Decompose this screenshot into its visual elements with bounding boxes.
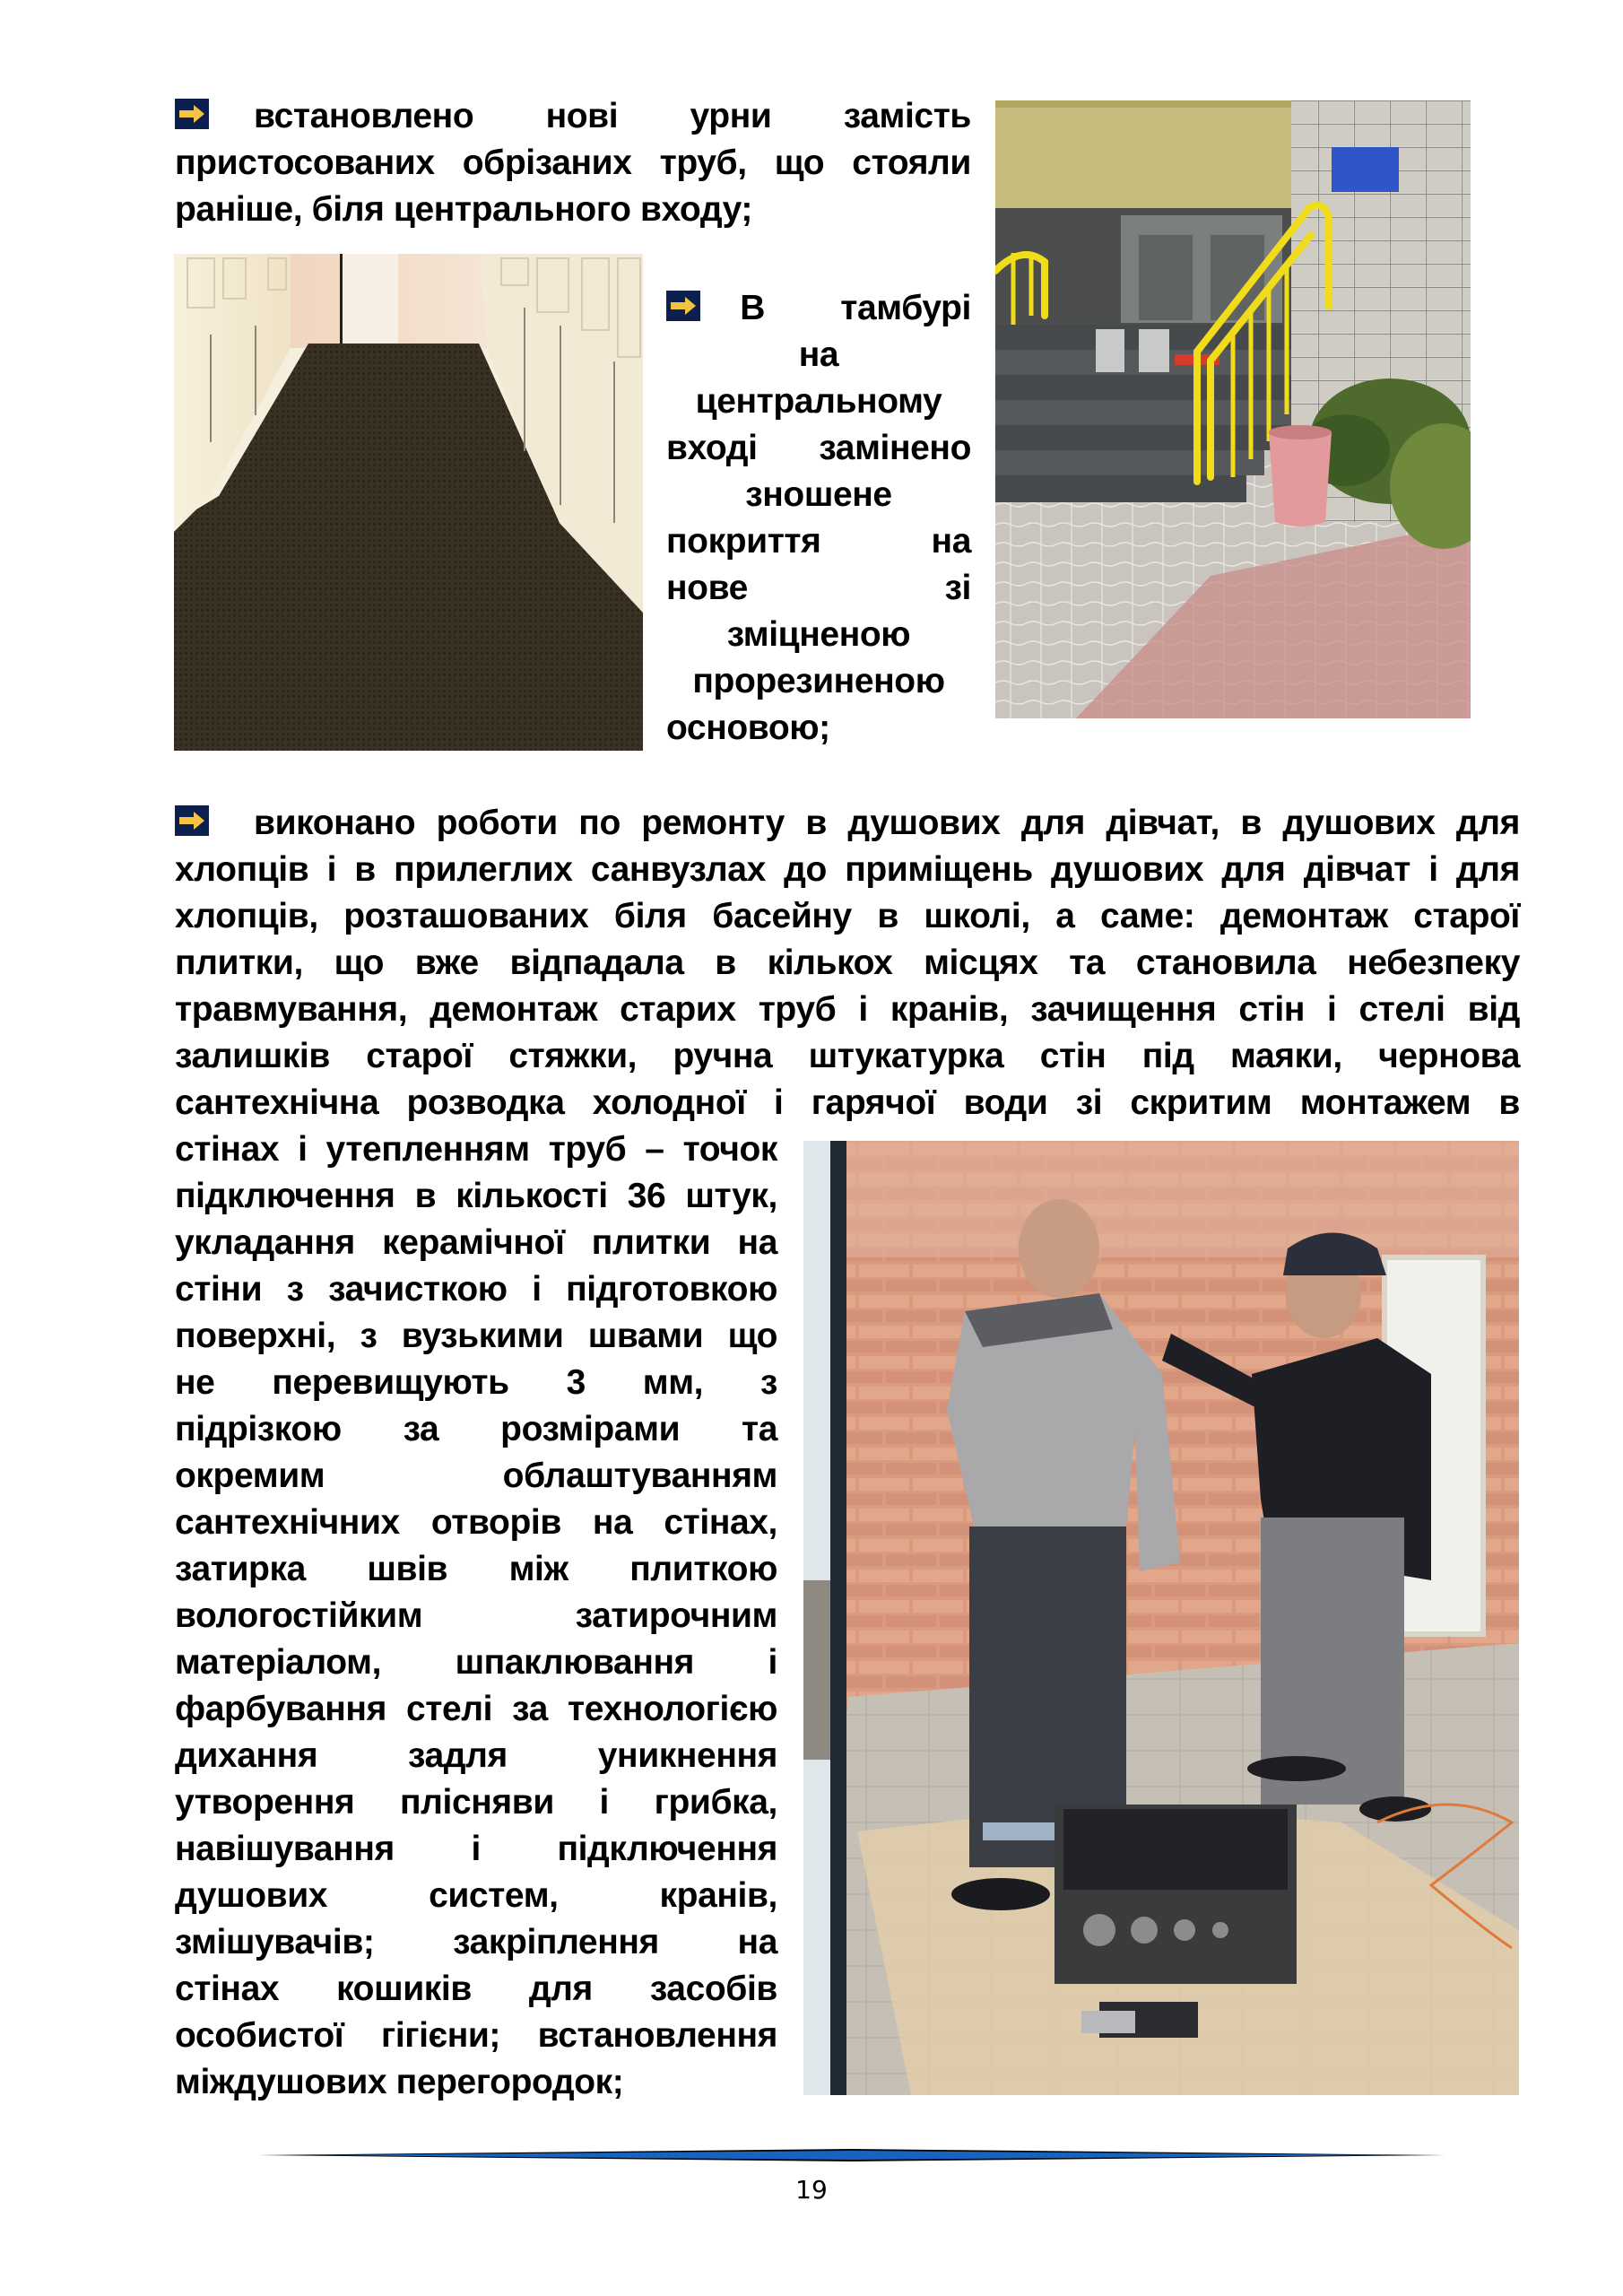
vestibule-carpet-photo xyxy=(174,254,643,751)
item-vestibule xyxy=(666,285,971,752)
item-vestibule-line-4: вході замінено xyxy=(666,429,971,467)
school-entrance-photo xyxy=(995,100,1471,718)
item-shower-line-3: хлопців, розташованих біля басейну в школі, а саме: демонтаж старої xyxy=(175,897,1520,935)
item-vestibule-line-8: зміцненою xyxy=(726,615,911,654)
item-shower-repair-continued xyxy=(175,1126,777,2106)
item-vestibule-line-3: центральному xyxy=(695,382,942,421)
narrow-line: стінах кошиків для засобів xyxy=(175,1970,777,2008)
narrow-line: матеріалом, шпаклювання і xyxy=(175,1643,777,1682)
item-shower-line-1: виконано роботи по ремонту в душових для дівчат, в душових для xyxy=(175,800,1520,847)
narrow-line: вологостійким затирочним xyxy=(175,1596,777,1635)
narrow-line: окремим облаштуванням xyxy=(175,1457,777,1495)
page-number: 19 xyxy=(795,2175,828,2205)
item-shower-line-5: травмування, демонтаж старих труб і кранів, зачищення стін і стелі від xyxy=(175,990,1520,1029)
narrow-line: укладання керамічної плитки на xyxy=(175,1223,777,1262)
footer-divider xyxy=(258,2149,1445,2161)
narrow-line: стінах і утепленням труб – точок xyxy=(175,1130,777,1169)
item-vestibule-line-1: В тамбурі xyxy=(666,285,971,332)
item-shower-line-4: плитки, що вже відпадала в кількох місцях та становила небезпеку xyxy=(175,944,1520,982)
narrow-line: особистої гігієни; встановлення xyxy=(175,2016,777,2055)
narrow-line: фарбування стелі за технологією xyxy=(175,1690,777,1728)
narrow-line: стіни з зачисткою і підготовкою xyxy=(175,1270,777,1309)
narrow-line: душових систем, кранів, xyxy=(175,1876,777,1915)
item-vestibule-line-2: на xyxy=(798,335,839,374)
narrow-line: не перевищують 3 мм, з xyxy=(175,1363,777,1402)
item-urns xyxy=(175,93,971,233)
item-vestibule-line-5: зношене xyxy=(745,475,892,514)
arrow-right-icon xyxy=(175,805,209,836)
narrow-line: затирка швів між плиткою xyxy=(175,1550,777,1588)
arrow-right-icon xyxy=(175,99,209,129)
item-vestibule-line-7: нове зі xyxy=(666,569,971,607)
arrow-right-icon xyxy=(666,291,700,321)
narrow-line: навішування і підключення xyxy=(175,1830,777,1868)
narrow-line: дихання задля уникнення xyxy=(175,1736,777,1775)
item-shower-line-7: сантехнічна розводка холодної і гарячої води зі скритим монтажем в xyxy=(175,1083,1520,1122)
item-shower-line-6: залишків старої стяжки, ручна штукатурка стін під маяки, чернова xyxy=(175,1037,1520,1075)
narrow-line: підключення в кількості 36 штук, xyxy=(175,1177,777,1215)
item-urns-line-3: раніше, біля центрального входу; xyxy=(175,190,753,229)
shower-repair-photo xyxy=(803,1141,1519,2095)
narrow-line: поверхні, з вузькими швами що xyxy=(175,1317,777,1355)
item-vestibule-line-10: основою; xyxy=(666,709,830,747)
narrow-line: утворення плісняви і грибка, xyxy=(175,1783,777,1822)
item-vestibule-line-6: покриття на xyxy=(666,522,971,561)
item-shower-repair xyxy=(175,800,1520,1126)
narrow-line: підрізкою за розмірами та xyxy=(175,1410,777,1448)
item-vestibule-line-9: прорезиненою xyxy=(692,662,945,700)
narrow-line: змішувачів; закріплення на xyxy=(175,1923,777,1961)
item-shower-line-2: хлопців і в прилеглих санвузлах до приміщень душових для дівчат і для xyxy=(175,850,1520,889)
item-urns-line-2: пристосованих обрізаних труб, що стояли xyxy=(175,144,971,182)
narrow-line: міждушових перегородок; xyxy=(175,2063,624,2101)
item-urns-line-1: встановлено нові урни замість xyxy=(175,93,971,140)
narrow-line: сантехнічних отворів на стінах, xyxy=(175,1503,777,1542)
